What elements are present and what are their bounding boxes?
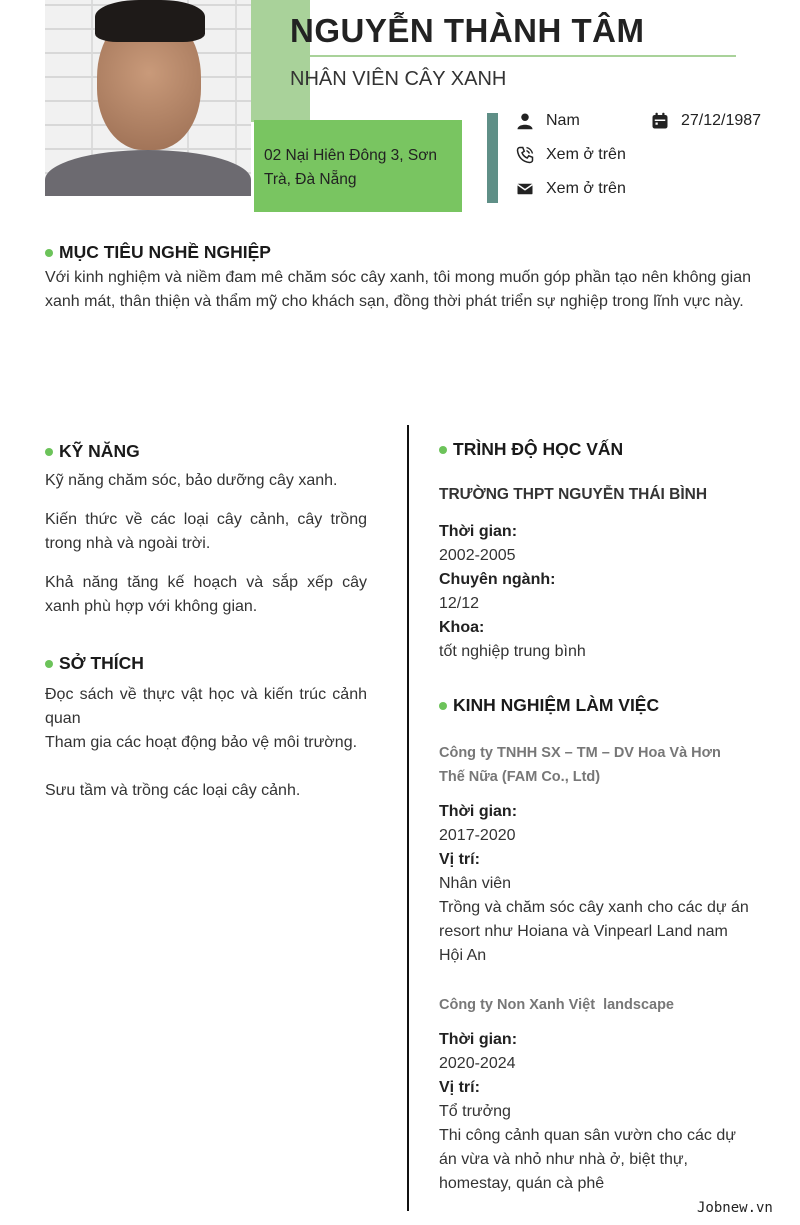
- job-description: Trồng và chăm sóc cây xanh cho các dự án resort như Hoiana và Vinpearl Land nam Hội An: [439, 899, 749, 964]
- phone-row: [516, 146, 626, 164]
- education-major-label: Chuyên ngành:: [439, 571, 556, 588]
- name-underline: [290, 55, 736, 57]
- hobby-item: Tham gia các hoạt động bảo vệ môi trường.: [45, 734, 358, 751]
- phone-value: Xem ở trên: [546, 146, 626, 163]
- education-major: 12/12: [439, 595, 480, 612]
- hobby-item: Đọc sách về thực vật học và kiến trúc cảnh quan: [45, 686, 367, 727]
- bullet-dot-icon: [45, 448, 53, 456]
- candidate-name: NGUYỄN THÀNH TÂM: [290, 12, 645, 49]
- education-time-label: Thời gian:: [439, 523, 518, 540]
- email-row: [516, 180, 626, 198]
- job-time: 2017-2020: [439, 827, 516, 844]
- birthdate-value: 27/12/1987: [681, 112, 762, 129]
- profile-photo: [45, 0, 251, 196]
- job-description: Thi công cảnh quan sân vườn cho các dự án vừa và nhỏ như nhà ở, biệt thự, homestay, quán cà phê: [439, 1127, 736, 1192]
- phone-icon: [516, 146, 534, 164]
- skills-heading: KỸ NĂNG: [45, 441, 140, 462]
- job-position: Nhân viên: [439, 875, 512, 892]
- bullet-dot-icon: [439, 702, 447, 710]
- address-box: [254, 120, 462, 212]
- job-details: [439, 800, 754, 968]
- skill-item: Kiến thức về các loại cây cảnh, cây trồng trong nhà và ngoài trời.: [45, 511, 367, 552]
- education-time: 2002-2005: [439, 547, 516, 564]
- site-watermark: Jobnew.vn: [697, 1200, 773, 1216]
- mail-icon: [516, 180, 534, 198]
- job-position-label: Vị trí:: [439, 851, 480, 868]
- email-value: Xem ở trên: [546, 180, 626, 197]
- hobbies-heading: SỞ THÍCH: [45, 653, 144, 674]
- job-title: NHÂN VIÊN CÂY XANH: [290, 68, 507, 90]
- info-accent-bar: [487, 113, 498, 203]
- gender-value: Nam: [546, 112, 580, 129]
- company-name: Công ty Non Xanh Việt landscape: [439, 997, 674, 1013]
- job-position: Tổ trưởng: [439, 1103, 511, 1120]
- education-details: [439, 520, 754, 664]
- gender-row: [516, 112, 580, 130]
- education-faculty-label: Khoa:: [439, 619, 485, 636]
- skill-item: Kỹ năng chăm sóc, bảo dưỡng cây xanh.: [45, 472, 338, 489]
- bullet-dot-icon: [439, 446, 447, 454]
- job-time: 2020-2024: [439, 1055, 516, 1072]
- objective-text: Với kinh nghiệm và niềm đam mê chăm sóc cây xanh, tôi mong muốn góp phần tạo nên không gian xanh mát, thân thiện và thẩm mỹ cho khách sạn, đồng thời phát triển sự nghiệp trong lĩnh vực này.: [45, 269, 752, 310]
- skill-item: Khả năng tăng kế hoạch và sắp xếp cây xanh phù hợp với không gian.: [45, 574, 367, 615]
- bullet-dot-icon: [45, 660, 53, 668]
- bullet-dot-icon: [45, 249, 53, 257]
- objective-heading: MỤC TIÊU NGHỀ NGHIỆP: [45, 242, 271, 263]
- hobby-item: Sưu tầm và trồng các loại cây cảnh.: [45, 782, 301, 799]
- job-details: [439, 1028, 754, 1196]
- job-time-label: Thời gian:: [439, 1031, 518, 1048]
- birthdate-row: [651, 112, 761, 130]
- calendar-icon: [651, 112, 669, 130]
- job-time-label: Thời gian:: [439, 803, 518, 820]
- person-icon: [516, 112, 534, 130]
- experience-heading: KINH NGHIỆM LÀM VIỆC: [439, 695, 659, 716]
- job-position-label: Vị trí:: [439, 1079, 480, 1096]
- education-faculty: tốt nghiệp trung bình: [439, 643, 586, 660]
- education-heading: TRÌNH ĐỘ HỌC VẤN: [439, 439, 623, 460]
- school-name: TRƯỜNG THPT NGUYỄN THÁI BÌNH: [439, 486, 708, 503]
- company-name: Công ty TNHH SX – TM – DV Hoa Và Hơn Thế Nữa (FAM Co., Ltd): [439, 745, 721, 785]
- address-text: 02 Nại Hiên Đông 3, Sơn Trà, Đà Nẵng: [264, 147, 438, 188]
- column-divider: [407, 425, 409, 1211]
